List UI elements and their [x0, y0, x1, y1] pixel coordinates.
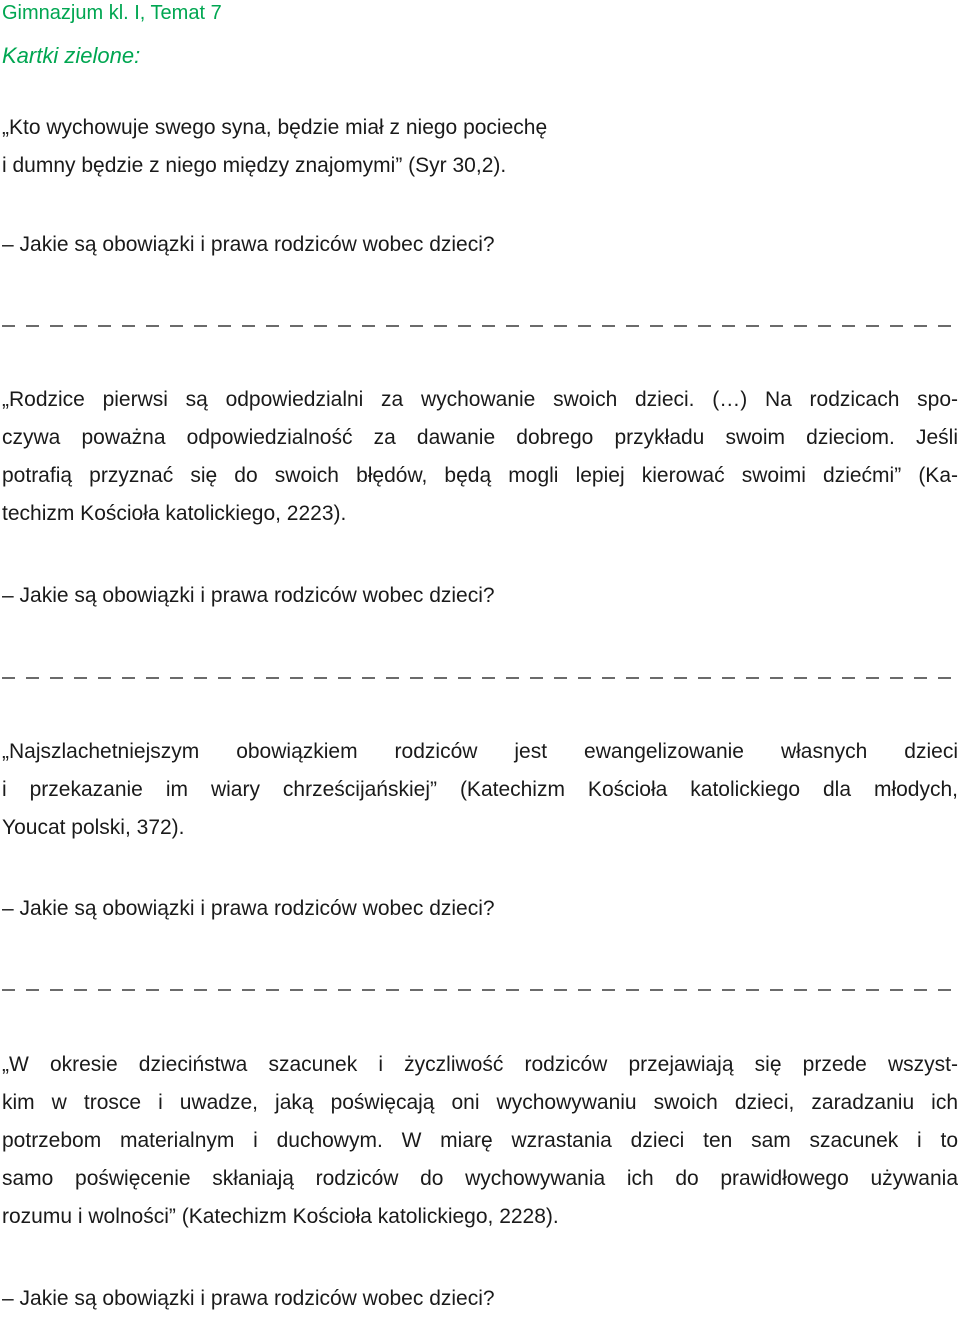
answer-line-2[interactable]: [0, 676, 960, 680]
quote-line: potrzebom materialnym i duchowym. W miarę wzrastania dzieci ten sam szacunek i to: [2, 1129, 958, 1152]
quote-line: czywa poważna odpowiedzialność za dawanie dobrego przykładu swoim dzieciom. Jeśli: [2, 426, 958, 449]
question-3: – Jakie są obowiązki i prawa rodziców wobec dzieci?: [2, 897, 495, 920]
quote-line: potrafią przyznać się do swoich błędów, będą mogli lepiej kierować swoimi dziećmi” (Ka-: [2, 464, 958, 487]
quote-block-2: [2, 381, 958, 533]
quote-line: kim w trosce i uwadze, jaką poświęcają oni wychowywaniu swoich dzieci, zaradzaniu ich: [2, 1091, 958, 1114]
quote-line: „Kto wychowuje swego syna, będzie miał z niego pociechę: [2, 116, 548, 139]
question-2: – Jakie są obowiązki i prawa rodziców wobec dzieci?: [2, 584, 495, 607]
quote-line: „W okresie dzieciństwa szacunek i życzliwość rodziców przejawiają się przede wszyst-: [2, 1053, 958, 1076]
question-1: – Jakie są obowiązki i prawa rodziców wobec dzieci?: [2, 233, 495, 256]
quote-block-4: [2, 1046, 958, 1236]
answer-line-3[interactable]: [0, 988, 960, 992]
cards-subheader: Kartki zielone:: [2, 43, 141, 68]
quote-line: i dumny będzie z niego między znajomymi” (Syr 30,2).: [2, 154, 507, 177]
quote-line: techizm Kościoła katolickiego, 2223).: [2, 502, 347, 525]
quote-line: i przekazanie im wiary chrześcijańskiej” (Katechizm Kościoła katolickiego dla młodych,: [2, 778, 958, 801]
quote-block-1: [2, 109, 958, 185]
lesson-header: Gimnazjum kl. I, Temat 7: [2, 2, 222, 24]
quote-line: „Najszlachetniejszym obowiązkiem rodziców jest ewangelizowanie własnych dzieci: [2, 740, 958, 763]
quote-line: samo poświęcenie skłaniają rodziców do wychowywania ich do prawidłowego używania: [2, 1167, 958, 1190]
answer-line-1[interactable]: [0, 324, 960, 328]
question-4: – Jakie są obowiązki i prawa rodziców wobec dzieci?: [2, 1287, 495, 1310]
quote-line: „Rodzice pierwsi są odpowiedzialni za wychowanie swoich dzieci. (…) Na rodzicach spo-: [2, 388, 958, 411]
quote-line: Youcat polski, 372).: [2, 816, 185, 839]
quote-block-3: [2, 733, 958, 847]
quote-line: rozumu i wolności” (Katechizm Kościoła katolickiego, 2228).: [2, 1205, 559, 1228]
